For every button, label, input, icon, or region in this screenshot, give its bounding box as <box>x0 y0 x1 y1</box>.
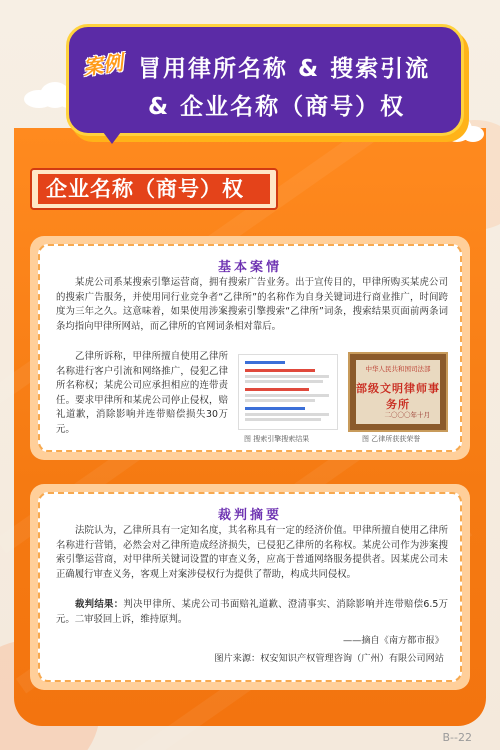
section-heading: 企业名称（商号）权 <box>38 174 270 204</box>
basic-facts-heading: 基本案情 <box>217 260 282 275</box>
plaque-main-text: 部级文明律师事务所 <box>356 382 440 411</box>
judgment-result-label: 裁判结果： <box>75 599 124 610</box>
basic-facts-paragraph-1: 某虎公司系某搜索引擎运营商，拥有搜索广告业务。出于宣传目的，甲律所购买某虎公司的搜索广告服务，并使用同行业竞争者“乙律所”的名称作为自身关键词进行商业推广，时间跨度为三年之久。这意味着，如果使用涉案搜索引擎搜索“乙律所”词条，搜索结果页面前两条词条均指向甲律所网站，而乙律所的官网词条相对靠后。 <box>56 277 448 332</box>
image-source: 图片来源：权安知识产权管理咨询（广州）有限公司网站 <box>214 653 444 664</box>
plaque-top-text: 中华人民共和国司法部 <box>365 365 431 373</box>
judgment-result <box>56 598 448 627</box>
honor-plaque <box>348 352 448 432</box>
source-quote: ——摘自《南方都市报》 <box>342 635 444 646</box>
judgment-heading: 裁判摘要 <box>217 508 282 523</box>
card-basic-facts <box>38 244 462 452</box>
title-line-2: & 企业名称（商号）权 <box>148 94 406 120</box>
figure-1-caption: 图 搜索引擎搜索结果 <box>244 435 310 443</box>
case-tag: 案例 <box>81 50 125 80</box>
title-line-1: 冒用律所名称 & 搜索引流 <box>138 56 431 82</box>
banner-tail <box>100 128 124 144</box>
plaque-date: 二〇〇〇年十月 <box>384 411 430 419</box>
figure-2-caption: 图 乙律所获获荣誉 <box>362 435 421 443</box>
card-judgment <box>38 492 462 682</box>
search-result-screenshot <box>238 354 338 430</box>
judgment-result-text: 判决甲律所、某虎公司书面赔礼道歉、澄清事实、消除影响并连带赔偿6.5万元。二审驳回上诉，维持原判。 <box>56 599 448 625</box>
judgment-paragraph-1: 法院认为，乙律所具有一定知名度，其名称具有一定的经济价值。甲律所擅自使用乙律所名称进行营销，必然会对乙律所造成经济损失，已侵犯乙律所的名称权。某虎公司作为涉案搜索引擎运营商，对甲律所关键词设置的审查义务，应高于普通网络服务提供者。因某虎公司未正确履行审查义务，客观上对案涉侵权行为提供了帮助，构成共同侵权。 <box>56 525 448 580</box>
page-number: B--22 <box>442 731 472 744</box>
basic-facts-paragraph-2: 乙律所诉称，甲律所擅自使用乙律所名称进行客户引流和网络推广，侵犯乙律所名称权；某虎公司应承担相应的连带责任。要求甲律所和某虎公司停止侵权，赔礼道歉，消除影响并连带赔偿损失30万元。 <box>56 351 228 435</box>
section-tab <box>30 168 278 210</box>
